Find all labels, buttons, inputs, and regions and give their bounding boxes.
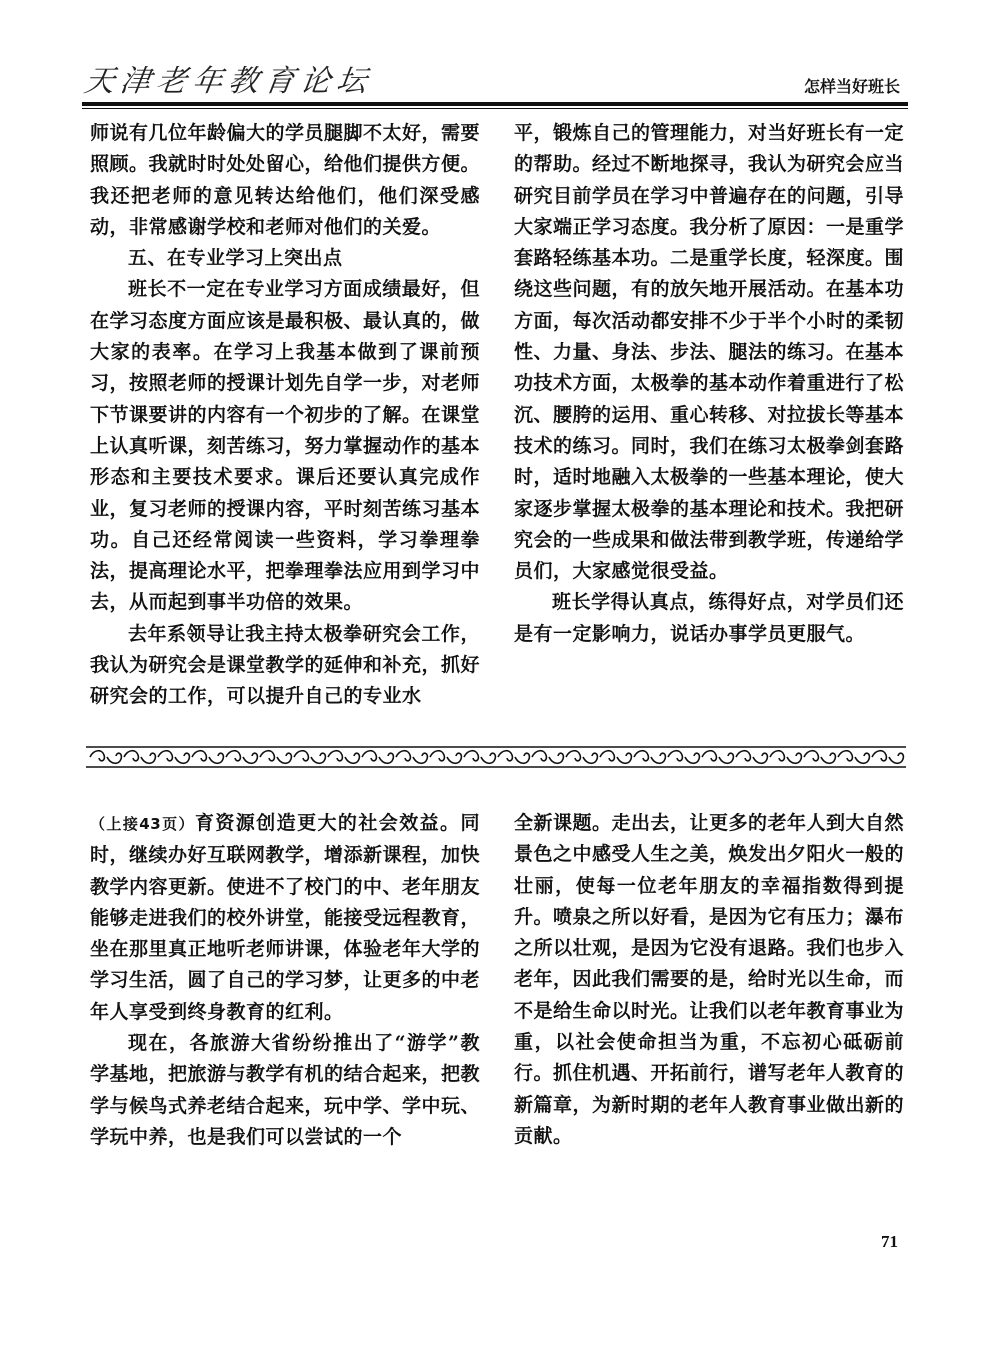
paragraph: 全新课题。走出去，让更多的老年人到大自然景色之中感受人生之美，焕发出夕阳火一般的壮丽，使每一位老年朋友的幸福指数得到提升。喷泉之所以好看，是因为它有压力；瀑布之所以壮观，是因为它没有退路。我们也步入老年，因此我们需要的是，给时光以生命，而不是给生命以时光。让我们以老年教育事业为重，以社会使命担当为重，不忘初心砥砺前行。抓住机遇、开拓前行，谱写老年人教育的新篇章，为新时期的老年人教育事业做出新的贡献。 <box>514 812 905 1147</box>
scroll-ornament <box>260 751 291 764</box>
section-heading: 五、在专业学习上突出点 <box>128 247 343 270</box>
scroll-ornament <box>328 751 359 764</box>
continued-from-reference: （上接43页） <box>90 815 195 833</box>
scroll-ornament <box>566 751 597 764</box>
bottom-right-column <box>514 808 904 1152</box>
paragraph <box>90 808 480 1028</box>
scroll-ornament <box>294 751 325 764</box>
top-left-column <box>90 118 480 713</box>
scroll-ornament <box>396 751 427 764</box>
paragraph: 平，锻炼自己的管理能力，对当好班长有一定的帮助。经过不断地探寻，我认为研究会应当研究目前学员在学习中普遍存在的问题，引导大家端正学习态度。我分析了原因：一是重学套路轻练基本功。二是重学长度，轻深度。围绕这些问题，有的放矢地开展活动。在基本功方面，每次活动都安排不少于半个小时的柔韧性、力量、身法、步法、腿法的练习。在基本功技术方面，太极拳的基本动作着重进行了松沉、腰胯的运用、重心转移、对拉拔长等基本技术的练习。同时，我们在练习太极拳剑套路时，适时地融入太极拳的一些基本理论，使大家逐步掌握太极拳的基本理论和技术。我把研究会的一些成果和做法带到教学班，传递给学员们，大家感觉很受益。 <box>514 122 905 583</box>
scroll-ornament <box>634 751 665 764</box>
top-right-column <box>514 118 904 650</box>
scroll-ornament <box>702 751 733 764</box>
scroll-ornament <box>90 751 121 764</box>
bottom-left-column <box>90 808 480 1153</box>
scroll-ornament <box>804 751 835 764</box>
scroll-ornament <box>362 751 393 764</box>
scroll-ornament <box>872 751 903 764</box>
page-number: 71 <box>881 1232 898 1251</box>
scroll-ornament <box>498 751 529 764</box>
paragraph: 班长学得认真点，练得好点，对学员们还是有一定影响力，说话办事学员更服气。 <box>514 591 904 645</box>
paragraph: 师说有几位年龄偏大的学员腿脚不太好，需要照顾。我就时时处处留心，给他们提供方便。我还把老师的意见转达给他们，他们深受感动，非常感谢学校和老师对他们的关爱。 <box>90 122 481 238</box>
scroll-ornament <box>532 751 563 764</box>
section-title: 怎样当好班长 <box>803 77 900 96</box>
scroll-ornament <box>158 751 189 764</box>
scroll-ornament <box>226 751 257 764</box>
scroll-ornament <box>668 751 699 764</box>
paragraph-text: 育资源创造更大的社会效益。同时，继续办好互联网教学，增添新课程，加快教学内容更新。使进不了校门的中、老年朋友能够走进我们的校外讲堂，能接受远程教育，坐在那里真正地听老师讲课，体验老年大学的学习生活，圆了自己的学习梦，让更多的中老年人享受到终身教育的红利。 <box>90 812 481 1023</box>
scroll-ornament <box>430 751 461 764</box>
scroll-ornament <box>464 751 495 764</box>
scroll-ornament <box>600 751 631 764</box>
paragraph: 现在，各旅游大省纷纷推出了“游学”教学基地，把旅游与教学有机的结合起来，把教学与候鸟式养老结合起来，玩中学、学中玩、学玩中养，也是我们可以尝试的一个 <box>90 1032 481 1148</box>
scroll-ornament <box>192 751 223 764</box>
scroll-ornament <box>124 751 155 764</box>
scroll-ornament <box>838 751 869 764</box>
paragraph: 去年系领导让我主持太极拳研究会工作，我认为研究会是课堂教学的延伸和补充，抓好研究会的工作，可以提升自己的专业水 <box>90 622 481 708</box>
scroll-ornament <box>770 751 801 764</box>
journal-masthead: 天津老年教育论坛 <box>82 64 375 99</box>
ornamental-divider <box>86 744 906 770</box>
scroll-ornament <box>736 751 767 764</box>
header-rule-thin <box>82 108 908 109</box>
header-rule-thick <box>82 102 908 106</box>
paragraph: 班长不一定在专业学习方面成绩最好，但在学习态度方面应该是最积极、最认真的，做大家的表率。在学习上我基本做到了课前预习，按照老师的授课计划先自学一步，对老师下节课要讲的内容有一个初步的了解。在课堂上认真听课，刻苦练习，努力掌握动作的基本形态和主要技术要求。课后还要认真完成作业，复习老师的授课内容，平时刻苦练习基本功。自己还经常阅读一些资料，学习拳理拳法，提高理论水平，把拳理拳法应用到学习中去，从而起到事半功倍的效果。 <box>90 278 481 614</box>
